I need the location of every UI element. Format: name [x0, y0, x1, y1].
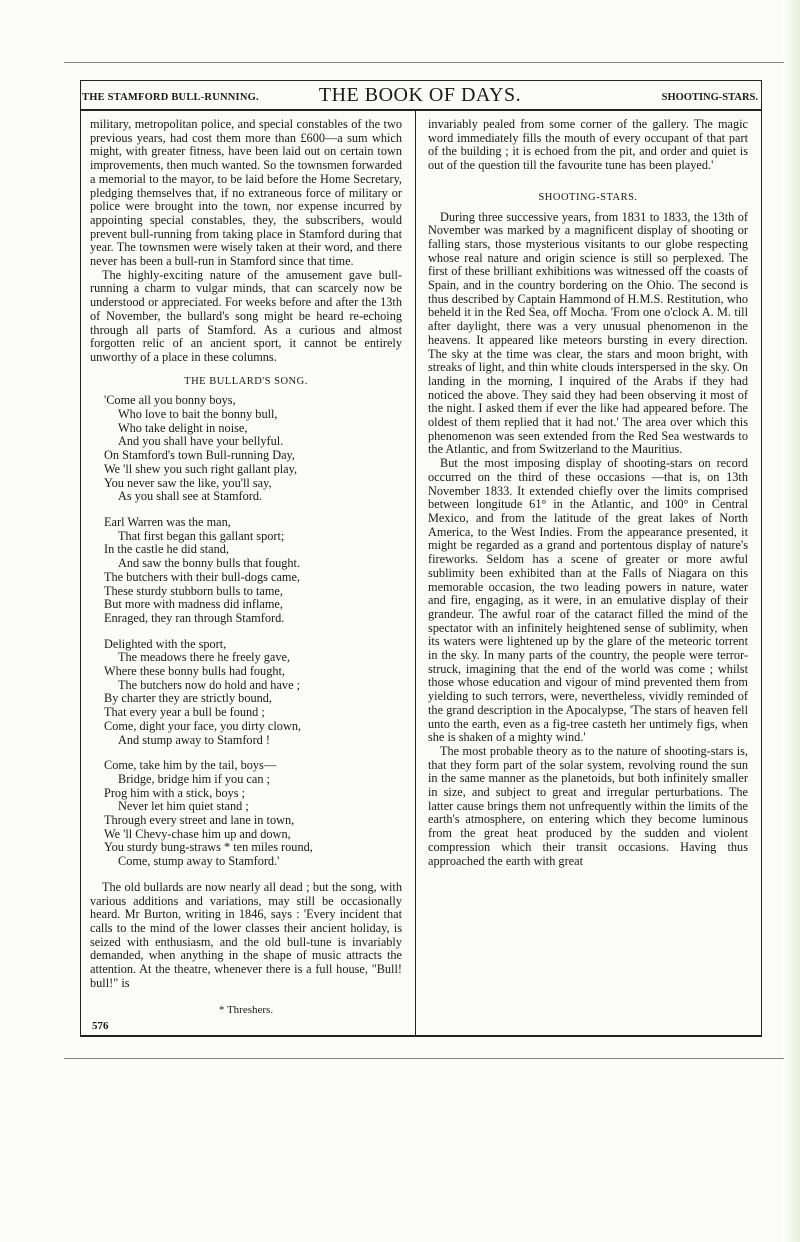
verse-line: In the castle he did stand,	[104, 542, 229, 557]
verse-line: The butchers now do hold and have ;	[118, 677, 301, 692]
verse-line: Come, stump away to Stamford.'	[118, 854, 280, 869]
verse-line: 'Come all you bonny boys,	[104, 393, 236, 408]
header-left: THE STAMFORD BULL-RUNNING.	[82, 92, 259, 103]
stanza-3	[90, 638, 402, 748]
paragraph: The highly-exciting nature of the amusement gave bull-running a charm to vulgar minds, that can scarcely now be understood or appreciated. For weeks before and after the 13th of November, the bullard's song might be heard re-echoing through all parts of Stamford. As a curious and almost forgotten relic of an ancient sport, it cannot be entirely unworthy of a place in these columns.	[90, 267, 402, 364]
verse-line: We 'll shew you such right gallant play,	[104, 461, 298, 476]
outer-top-rule	[64, 62, 784, 63]
verse-line: The butchers with their bull-dogs came,	[104, 569, 301, 584]
verse-line: Earl Warren was the man,	[104, 514, 231, 529]
verse-line: Through every street and lane in town,	[104, 813, 295, 828]
verse-line: But more with madness did inflame,	[104, 597, 283, 612]
verse-line: And you shall have your bellyful.	[118, 434, 284, 449]
verse-line: Bridge, bridge him if you can ;	[118, 771, 270, 786]
verse-line: Who love to bait the bonny bull,	[118, 407, 278, 422]
song-heading: THE BULLARD'S SONG.	[184, 375, 308, 387]
verse-line: You never saw the like, you'll say,	[104, 475, 272, 490]
verse-line: Never let him quiet stand ;	[118, 799, 249, 814]
paragraph: military, metropolitan police, and special constables of the two previous years, had cost them more than £600—a sum which might, with greater fitness, have been laid out on certain town improvements, then much wanted. So the townsmen forwarded a memorial to the mayor, to be laid before the Home Secretary, pledging themselves that, if no extraneous force of military or police were brought into the town, nor expense incurred by appointing special constables, they, the subscribers, would prevent bull-running from taking place in Stamford during that year. The townsmen were wisely taken at their word, and there never has been a bull-run in Stamford since that time.	[90, 117, 402, 269]
paragraph: invariably pealed from some corner of the gallery. The magic word immediately fills the mouth of every occupant of that part of the building ; it is echoed from the pit, and order and quiet is out of the question till the favourite tune has been played.'	[428, 117, 748, 173]
running-header	[82, 82, 758, 110]
paragraph: The old bullards are now nearly all dead ; but the song, with various additions and variations, may still be occasionally heard. Mr Burton, writing in 1846, says : 'Every incident that calls to the mind of the lower classes their ancient holiday, is seized with enthusiasm, and the old bull-tune is invariably demanded, when anything in the shape of music attracts the attention. At the theatre, whenever there is a full house, "Bull! bull!" is	[90, 879, 402, 990]
left-column	[90, 118, 402, 1018]
verse-line: You sturdy bung-straws * ten miles round,	[104, 840, 313, 855]
stanza-4	[90, 759, 402, 869]
verse-line: These sturdy stubborn bulls to tame,	[104, 583, 283, 598]
verse-line: And stump away to Stamford !	[118, 732, 270, 747]
paragraph: But the most imposing display of shooting-stars on record occurred on the third of these occasions —that is, on 13th November 1833. It extended chiefly over the limits comprised between longitude 61° in the Atlantic, and 100° in Central Mexico, and from the latitude of the great lakes of North America, to the West Indies. From the appearance presented, it might be regarded as a grand and portentous display of nature's fireworks. Seldom has a scene of greater or more awful sublimity been exhibited than at the Falls of Niagara on this memorable occasion, the two leading powers in nature, water and fire, engaging, as it were, in an emulative display of their grandeur. The awful roar of the cataract filled the mind of the spectator with an infinitely heightened sense of sublimity, when its waters were lightened up by the glare of the meteoric torrent in the sky. In many parts of the country, the people were terror-struck, imagining that the end of the world was come ; whilst those whose education and vigour of mind prevented them from yielding to such terrors, were, nevertheless, vividly reminded of the grand description in the Apocalypse, 'The stars of heaven fell unto the earth, even as a fig-tree casteth her untimely figs, when she is shaken of a mighty wind.'	[428, 456, 748, 745]
verse-line: Where these bonny bulls had fought,	[104, 664, 285, 679]
verse-line: That first began this gallant sport;	[118, 528, 285, 543]
column-divider	[415, 110, 416, 1036]
page-edge-tint	[782, 0, 800, 1242]
right-border-rule	[761, 80, 762, 1036]
outer-bottom-rule	[64, 1058, 784, 1059]
verse-line: Come, dight your face, you dirty clown,	[104, 718, 302, 733]
verse-line: Who take delight in noise,	[118, 420, 248, 435]
verse-line: The meadows there he freely gave,	[118, 650, 291, 665]
verse-line: And saw the bonny bulls that fought.	[118, 556, 301, 571]
page-number: 576	[92, 1020, 109, 1032]
verse-line: Delighted with the sport,	[104, 636, 227, 651]
verse-line: By charter they are strictly bound,	[104, 691, 273, 706]
verse-line: Enraged, they ran through Stamford.	[104, 610, 285, 625]
verse-line: Prog him with a stick, boys ;	[104, 785, 246, 800]
verse-line: On Stamford's town Bull-running Day,	[104, 448, 295, 463]
bullards-song	[90, 394, 402, 869]
footnote: * Threshers.	[218, 1004, 274, 1017]
section-heading: SHOOTING-STARS.	[538, 191, 638, 203]
header-right: SHOOTING-STARS.	[661, 92, 758, 103]
left-border-rule	[80, 80, 81, 1036]
stanza-2	[90, 516, 402, 626]
paragraph: During three successive years, from 1831 to 1833, the 13th of November was marked by a magnificent display of shooting or falling stars, those mysterious visitants to our globe respecting whose real nature and origin science is still so perplexed. The first of these brilliant exhibitions was witnessed off the coasts of Spain, and in the country bordering on the Ohio. The second is thus described by Captain Hammond of H.M.S. Restitution, who beheld it in the Red Sea, off Mocha. 'From one o'clock A. M. till after daylight, there was a very unusual phenomenon in the heavens. It appeared like meteors bursting in every direction. The sky at the time was clear, the stars and moon bright, with streaks of light, and thin white clouds interspersed in the sky. On landing in the morning, I inquired of the Arabs if they had noticed the above. They said they had been observing it most of the night. I asked them if ever the like had appeared before. The oldest of them replied that it had not.' The area over which this phenomenon was seen extended from the Red Sea westwards to the Atlantic, and from Switzerland to the Mauritius.	[428, 209, 748, 457]
stanza-1	[90, 394, 402, 504]
verse-line: We 'll Chevy-chase him up and down,	[104, 826, 291, 841]
verse-line: Come, take him by the tail, boys—	[104, 758, 277, 773]
paragraph: The most probable theory as to the nature of shooting-stars is, that they form part of the solar system, revolving round the sun in the same manner as the planetoids, but both infinitely smaller in size, and subject to great and irregular perturbations. The latter cause brings them not unfrequently within the limits of the earth's atmosphere, on entering which they become luminous from the great heat produced by the sudden and violent compression which their transit occasions. Having thus approached the earth with great	[428, 743, 748, 868]
bottom-rule	[80, 1035, 762, 1037]
verse-line: That every year a bull be found ;	[104, 705, 265, 720]
header-title: THE BOOK OF DAYS.	[318, 84, 522, 106]
verse-line: As you shall see at Stamford.	[118, 489, 263, 504]
right-column	[428, 118, 748, 868]
inner-top-rule	[80, 80, 762, 81]
